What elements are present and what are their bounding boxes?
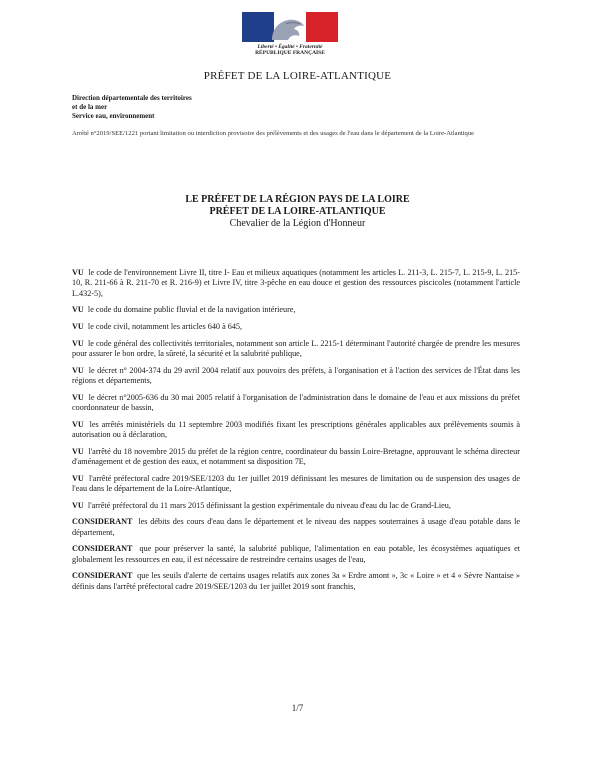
body-paragraph	[72, 544, 520, 565]
department-line: et de la mer	[72, 103, 108, 111]
body-paragraph	[72, 474, 520, 495]
prefecture-title: PRÉFET DE LA LOIRE-ATLANTIQUE	[203, 70, 392, 82]
paragraph-text: les débits des cours d'eau dans le département et le niveau des nappes souterraines à usage d'eau potable dans le département,	[72, 517, 520, 537]
paragraph-text: le code civil, notamment les articles 640 à 645,	[87, 322, 243, 331]
paragraph-lead: VU	[72, 305, 84, 315]
body-paragraph	[72, 366, 520, 387]
marianne-logo-icon	[242, 12, 338, 42]
arrete-reference: Arrêté n°2019/SEE/1221 portant limitation ou interdiction provisoire des prélèvements et des usages de l'eau dans le département de la Loire-Atlantique	[72, 130, 475, 137]
paragraph-lead: CONSIDERANT	[72, 571, 133, 581]
page-number: 1/7	[291, 703, 304, 713]
paragraph-lead: VU	[72, 392, 84, 402]
paragraph-lead: VU	[72, 268, 84, 277]
paragraph-text: l'arrêté préfectoral cadre 2019/SEE/1203 du 1er juillet 2019 définissant les mesures de limitation ou de suspension des usages de l'eau dans le département de la Loire-Atlantique,	[72, 473, 521, 493]
body-paragraph	[72, 517, 520, 538]
paragraph-text: le décret n° 2004-374 du 29 avril 2004 relatif aux pouvoirs des préfets, à l'organisation et à l'action des services de l'État dans les régions et départements,	[72, 365, 520, 385]
paragraph-lead: CONSIDERANT	[72, 544, 133, 554]
body-paragraph	[72, 339, 520, 360]
paragraph-text: le code du domaine public fluvial et de la navigation intérieure,	[87, 305, 296, 315]
paragraph-text: le code général des collectivités territoriales, notamment son article L. 2215-1 déterminant l'autorité chargée de prendre les mesures pour assurer le bon ordre, la sûreté, la sécurité et la salubrité publique,	[72, 338, 520, 358]
body-paragraph	[72, 305, 520, 315]
paragraph-lead: VU	[72, 419, 84, 429]
motto: Liberté • Égalité • Fraternité	[257, 44, 323, 50]
paragraph-text: les arrêtés ministériels du 11 septembre 2003 modifiés fixant les prescriptions générales applicables aux prélèvements soumis à autorisation ou à déclaration,	[72, 419, 521, 439]
paragraph-lead: CONSIDERANT	[72, 517, 133, 527]
department-line: Direction départementale des territoires	[72, 94, 192, 102]
body-paragraph	[72, 420, 520, 441]
paragraph-text: le code de l'environnement Livre II, titre I- Eau et milieux aquatiques (notamment les articles L. 211-3, L. 215-7, L. 215-9, L. 215-10, R. 211-66 à R. 211-70 et R. 216-9) et Livre IV, titre 3-pêche en eau douce et gestion des ressources piscicoles (notamment l'article L.432-5),	[72, 268, 520, 298]
paragraph-text: l'arrêté du 18 novembre 2015 du préfet de la région centre, coordinateur du bassin Loire-Bretagne, approuvant le schéma directeur d'aménagement et de gestion des eaux, et notamment sa disposition 7E,	[72, 446, 521, 466]
paragraph-text: l'arrêté préfectoral du 11 mars 2015 définissant la gestion expérimentale du niveau d'eau du lac de Grand-Lieu,	[87, 500, 451, 510]
title-line: LE PRÉFET DE LA RÉGION PAYS DE LA LOIRE	[185, 194, 410, 205]
body-paragraph	[72, 268, 520, 299]
body-paragraph	[72, 571, 520, 592]
paragraph-text: que les seuils d'alerte de certains usages relatifs aux zones 3a « Erdre amont », 3c « Loire » et 4 « Sèvre Nantaise » définis dans l'arrêté préfectoral cadre 2019/SEE/1203 du 1er juillet 2019 sont franchis,	[72, 571, 520, 591]
department-block	[72, 94, 192, 121]
paragraph-lead: VU	[72, 322, 84, 331]
department-line: Service eau, environnement	[72, 112, 155, 120]
title-subline: Chevalier de la Légion d'Honneur	[229, 218, 366, 229]
body-paragraph	[72, 447, 520, 468]
paragraph-lead: VU	[72, 365, 84, 375]
republique-label: RÉPUBLIQUE FRANÇAISE	[255, 50, 325, 56]
title-line: PRÉFET DE LA LOIRE-ATLANTIQUE	[209, 206, 386, 217]
paragraph-lead: VU	[72, 500, 84, 510]
prefect-titles	[0, 194, 595, 230]
body-paragraph	[72, 501, 520, 511]
body-paragraph	[72, 322, 520, 332]
paragraph-text: que pour préserver la santé, la salubrité publique, l'alimentation en eau potable, les écosystèmes aquatiques et globalement les ressources en eau, il est nécessaire de restreindre certains usages de l'eau,	[72, 544, 520, 564]
republic-logo	[240, 12, 340, 68]
paragraph-text: le décret n°2005-636 du 30 mai 2005 relatif à l'organisation de l'administration dans le domaine de l'eau et aux missions du préfet coordonnateur de bassin,	[72, 392, 521, 412]
body-paragraph	[72, 393, 520, 414]
paragraph-lead: VU	[72, 338, 84, 348]
document-body	[72, 268, 520, 598]
paragraph-lead: VU	[72, 473, 84, 483]
paragraph-lead: VU	[72, 446, 84, 456]
